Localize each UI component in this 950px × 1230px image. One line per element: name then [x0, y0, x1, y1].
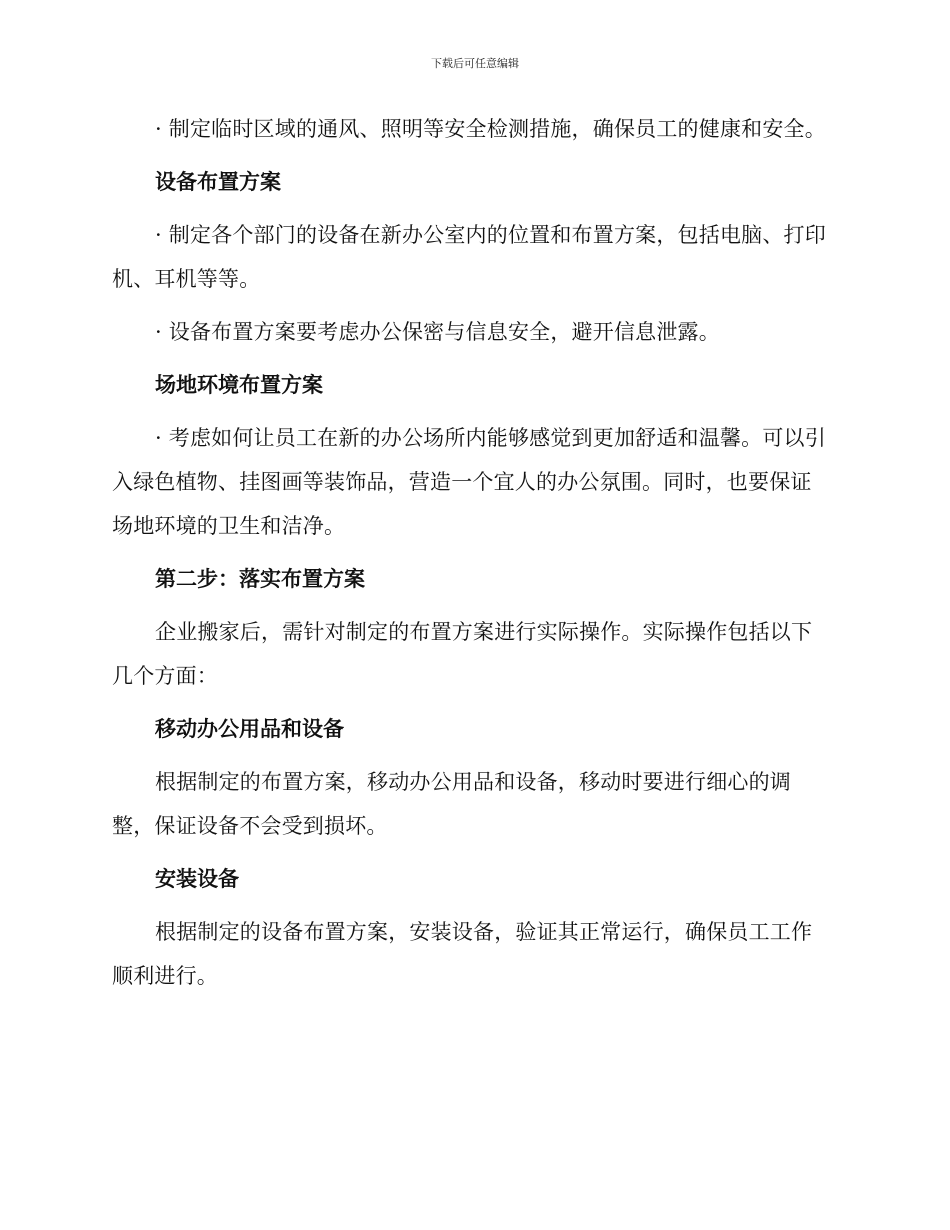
heading-step-two: 第二步：落实布置方案 — [155, 567, 365, 591]
paragraph-step-two-intro: 企业搬家后，需针对制定的布置方案进行实际操作。实际操作包括以下几个方面： — [112, 620, 813, 688]
page-header: 下载后可任意编辑 — [431, 57, 519, 70]
paragraph-environment-comfort: · 考虑如何让员工在新的办公场所内能够感觉到更加舒适和温馨。可以引入绿色植物、挂图画等装饰品，营造一个宜人的办公氛围。同时，也要保证场地环境的卫生和洁净。 — [112, 426, 826, 538]
paragraph-ventilation-lighting: · 制定临时区域的通风、照明等安全检测措施，确保员工的健康和安全。 — [155, 117, 826, 141]
heading-move-supplies: 移动办公用品和设备 — [155, 717, 344, 741]
heading-environment-layout: 场地环境布置方案 — [155, 373, 323, 397]
heading-equipment-layout: 设备布置方案 — [155, 170, 281, 194]
paragraph-equipment-positions: · 制定各个部门的设备在新办公室内的位置和布置方案，包括电脑、打印机、耳机等等。 — [112, 223, 826, 291]
paragraph-equipment-security: · 设备布置方案要考虑办公保密与信息安全，避开信息泄露。 — [155, 320, 720, 344]
document-body — [112, 107, 832, 1007]
paragraph-move-supplies: 根据制定的布置方案，移动办公用品和设备，移动时要进行细心的调整，保证设备不会受到损坏。 — [112, 770, 791, 838]
paragraph-install-equipment: 根据制定的设备布置方案，安装设备，验证其正常运行，确保员工工作顺利进行。 — [112, 920, 813, 988]
heading-install-equipment: 安装设备 — [155, 867, 239, 891]
